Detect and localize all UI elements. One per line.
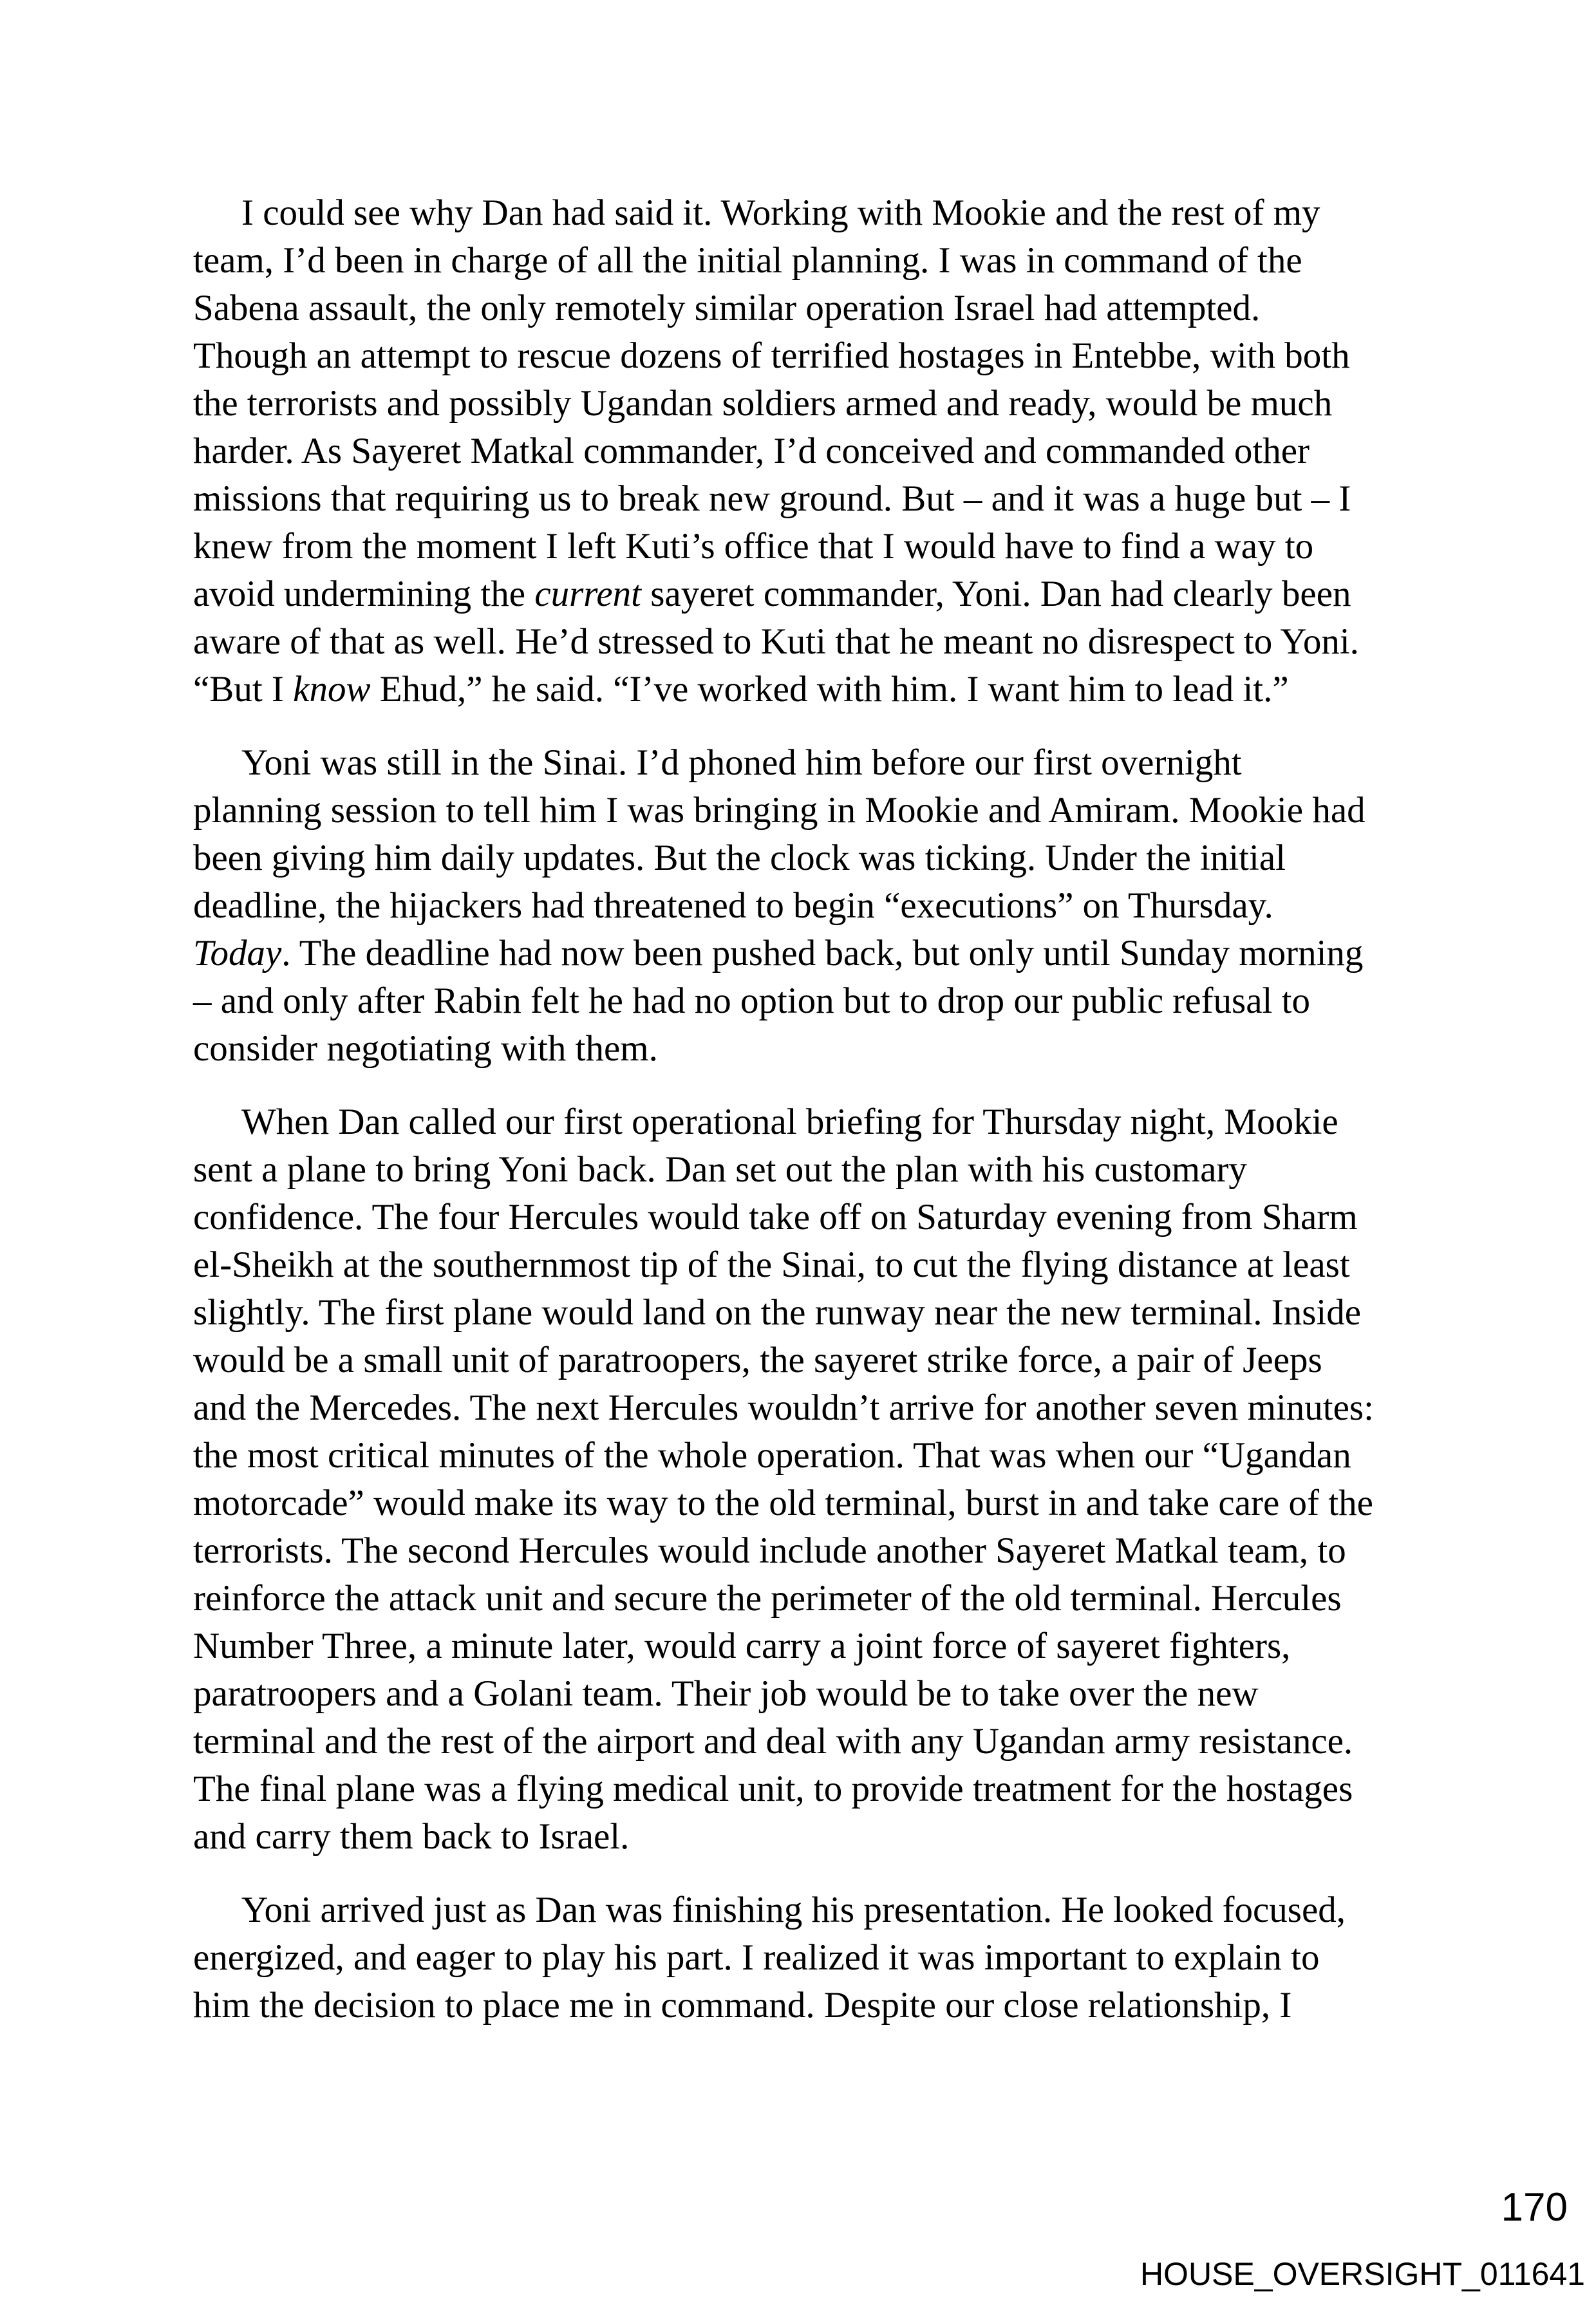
text-line: consider negotiating with them. [193,1028,658,1069]
page-text [193,189,1455,2055]
text-line: planning session to tell him I was bringing in Mookie and Amiram. Mookie had [193,790,1366,831]
text-line: been giving him daily updates. But the clock was ticking. Under the initial [193,838,1286,878]
text-line: I could see why Dan had said it. Working with Mookie and the rest of my [241,193,1320,233]
text-line: reinforce the attack unit and secure the perimeter of the old terminal. Hercules [193,1578,1342,1619]
text-line: deadline, the hijackers had threatened to begin “executions” on Thursday. [193,885,1273,926]
text-line: would be a small unit of paratroopers, the sayeret strike force, a pair of Jeeps [193,1340,1322,1380]
paragraph [193,189,1455,713]
text-line: slightly. The first plane would land on the runway near the new terminal. Inside [193,1292,1362,1333]
text-line: the terrorists and possibly Ugandan soldiers armed and ready, would be much [193,383,1333,424]
text-line: sent a plane to bring Yoni back. Dan set out the plan with his customary [193,1149,1247,1190]
text-line: knew from the moment I left Kuti’s office that I would have to find a way to [193,526,1314,567]
text-line: Yoni arrived just as Dan was finishing his presentation. He looked focused, [241,1890,1346,1930]
text-line: and the Mercedes. The next Hercules wouldn’t arrive for another seven minutes: [193,1387,1374,1428]
paragraph [193,739,1455,1073]
text-line: When Dan called our first operational briefing for Thursday night, Mookie [241,1102,1338,1142]
text-line: Sabena assault, the only remotely similar operation Israel had attempted. [193,288,1261,328]
bates-number: HOUSE_OVERSIGHT_011641 [1140,2256,1585,2292]
text-line: Yoni was still in the Sinai. I’d phoned him before our first overnight [241,742,1242,783]
text-line: terrorists. The second Hercules would include another Sayeret Matkal team, to [193,1530,1346,1571]
text-line: avoid undermining the current sayeret commander, Yoni. Dan had clearly been [193,574,1351,614]
text-line: and carry them back to Israel. [193,1816,630,1857]
text-line: aware of that as well. He’d stressed to Kuti that he meant no disrespect to Yoni. [193,621,1359,662]
text-line: “But I know Ehud,” he said. “I’ve worked with him. I want him to lead it.” [193,669,1289,710]
text-line: the most critical minutes of the whole operation. That was when our “Ugandan [193,1435,1351,1476]
text-line: Though an attempt to rescue dozens of terrified hostages in Entebbe, with both [193,335,1350,376]
text-line: – and only after Rabin felt he had no option but to drop our public refusal to [193,981,1310,1021]
text-line: motorcade” would make its way to the old terminal, burst in and take care of the [193,1483,1373,1523]
text-line: el-Sheikh at the southernmost tip of the Sinai, to cut the flying distance at least [193,1245,1350,1285]
text-line: confidence. The four Hercules would take off on Saturday evening from Sharm [193,1197,1358,1237]
text-line: The final plane was a flying medical unit, to provide treatment for the hostages [193,1769,1353,1809]
text-line: paratroopers and a Golani team. Their job would be to take over the new [193,1673,1259,1714]
text-line: energized, and eager to play his part. I realized it was important to explain to [193,1937,1320,1978]
text-line: him the decision to place me in command. Despite our close relationship, I [193,1985,1292,2026]
text-line: harder. As Sayeret Matkal commander, I’d conceived and commanded other [193,431,1310,471]
text-line: Number Three, a minute later, would carry a joint force of sayeret fighters, [193,1626,1291,1666]
text-line: Today. The deadline had now been pushed back, but only until Sunday morning [193,933,1364,973]
text-line: terminal and the rest of the airport and deal with any Ugandan army resistance. [193,1721,1353,1762]
text-line: team, I’d been in charge of all the initial planning. I was in command of the [193,240,1302,281]
paragraph [193,1098,1455,1861]
text-line: missions that requiring us to break new ground. But – and it was a huge but – I [193,478,1351,519]
page-number: 170 [1501,2185,1568,2230]
paragraph [193,1886,1455,2029]
